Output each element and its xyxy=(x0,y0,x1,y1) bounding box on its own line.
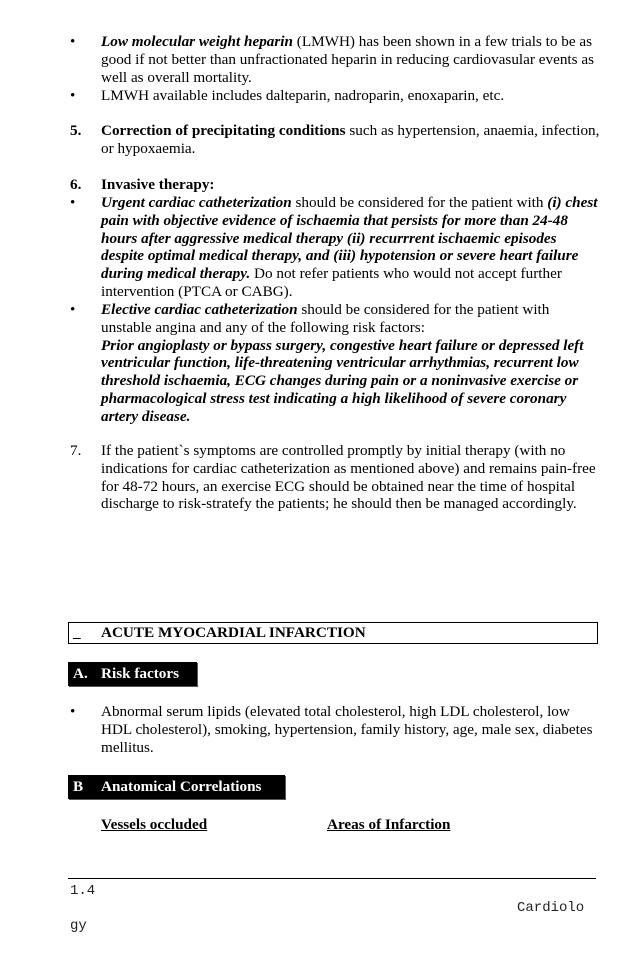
item-number: 7. xyxy=(70,442,82,459)
bullet-marker: • xyxy=(70,194,76,211)
bullet-marker: • xyxy=(70,87,76,104)
heading-invasive-therapy: Invasive therapy: xyxy=(101,176,215,193)
footer-page-number: 1.4 xyxy=(70,883,96,899)
subsection-heading-anatomical-correlations xyxy=(68,775,285,799)
section-heading-acute-mi xyxy=(68,622,598,644)
paragraph-risk-factors: Abnormal serum lipids (elevated total cholesterol, high LDL cholesterol, low HDL cholesterol), smoking, hypertension, family history, age, male sex, diabetes mellitus. xyxy=(101,703,593,756)
column-header-vessels-occluded: Vessels occluded xyxy=(101,816,208,833)
term-lmwh: Low molecular weight heparin xyxy=(101,33,293,50)
text-elective-intro: should be considered for the patient with unstable angina and any of the following risk factors: xyxy=(101,301,550,336)
text-urgent-criteria: (i) chest pain with objective evidence of ischaemia that persists for more than 24-48 hours after aggressive medical therapy (ii) recurrrent ischaemic episodes despite optimal medical therapy, and (iii) hypotension or severe heart failure during medical therapy. xyxy=(101,194,598,283)
term-precipitating-conditions: Correction of precipitating conditions xyxy=(101,122,346,139)
item-number: 6. xyxy=(70,176,82,193)
column-header-areas-of-infarction: Areas of Infarction xyxy=(327,816,451,833)
section-marker: _ xyxy=(73,624,81,641)
subsection-title: Risk factors xyxy=(101,665,180,682)
footer-subject-part1: Cardiolo xyxy=(517,900,585,916)
bullet-marker: • xyxy=(70,33,76,50)
section-title: ACUTE MYOCARDIAL INFARCTION xyxy=(101,624,366,641)
text-lmwh: (LMWH) has been shown in a few trials to be as good if not better than unfractionated heparin in reducing cardiovasular events as well as overall mortality. xyxy=(101,33,594,86)
bullet-marker: • xyxy=(70,703,76,720)
text-precipitating-conditions: such as hypertension, anaemia, infection, or hypoxaemia. xyxy=(101,122,600,157)
text-urgent-tail: Do not refer patients who would not accept further intervention (PTCA or CABG). xyxy=(101,265,562,300)
item-number: 5. xyxy=(70,122,82,139)
subsection-marker: B xyxy=(73,778,84,795)
footer-rule xyxy=(68,878,596,879)
term-elective-catheterization: Elective cardiac catheterization xyxy=(101,301,298,318)
paragraph-exercise-ecg: If the patient`s symptoms are controlled promptly by initial therapy (with no indications for cardiac catheterization as mentioned above) and remains pain-free for 48-72 hours, an exercise ECG should be obtained near the time of hospital discharge to risk-stratefy the patients; he should then be managed accordingly. xyxy=(101,442,596,513)
paragraph-urgent-catheterization xyxy=(101,194,601,301)
subsection-marker: A. xyxy=(73,665,88,682)
subsection-heading-risk-factors xyxy=(68,662,197,686)
footer-subject-part2: gy xyxy=(70,918,87,934)
bullet-marker: • xyxy=(70,301,76,318)
paragraph-elective-catheterization xyxy=(101,301,601,426)
term-urgent-catheterization: Urgent cardiac catheterization xyxy=(101,194,292,211)
paragraph-lmwh xyxy=(101,33,601,86)
paragraph-precipitating-conditions xyxy=(101,122,601,158)
text-elective-risk-factors: Prior angioplasty or bypass surgery, congestive heart failure or depressed left ventricular function, life-threatening ventricular arrhythmias, recurrent low threshold ischaemia, ECG changes during pain or a noninvasive exercise or pharmacological stress test indicating a high likelihood of severe coronary artery disease. xyxy=(101,336,584,425)
paragraph-lmwh-types: LMWH available includes dalteparin, nadroparin, enoxaparin, etc. xyxy=(101,87,505,104)
text-urgent-intro: should be considered for the patient with xyxy=(291,194,548,211)
subsection-title: Anatomical Correlations xyxy=(101,778,262,795)
